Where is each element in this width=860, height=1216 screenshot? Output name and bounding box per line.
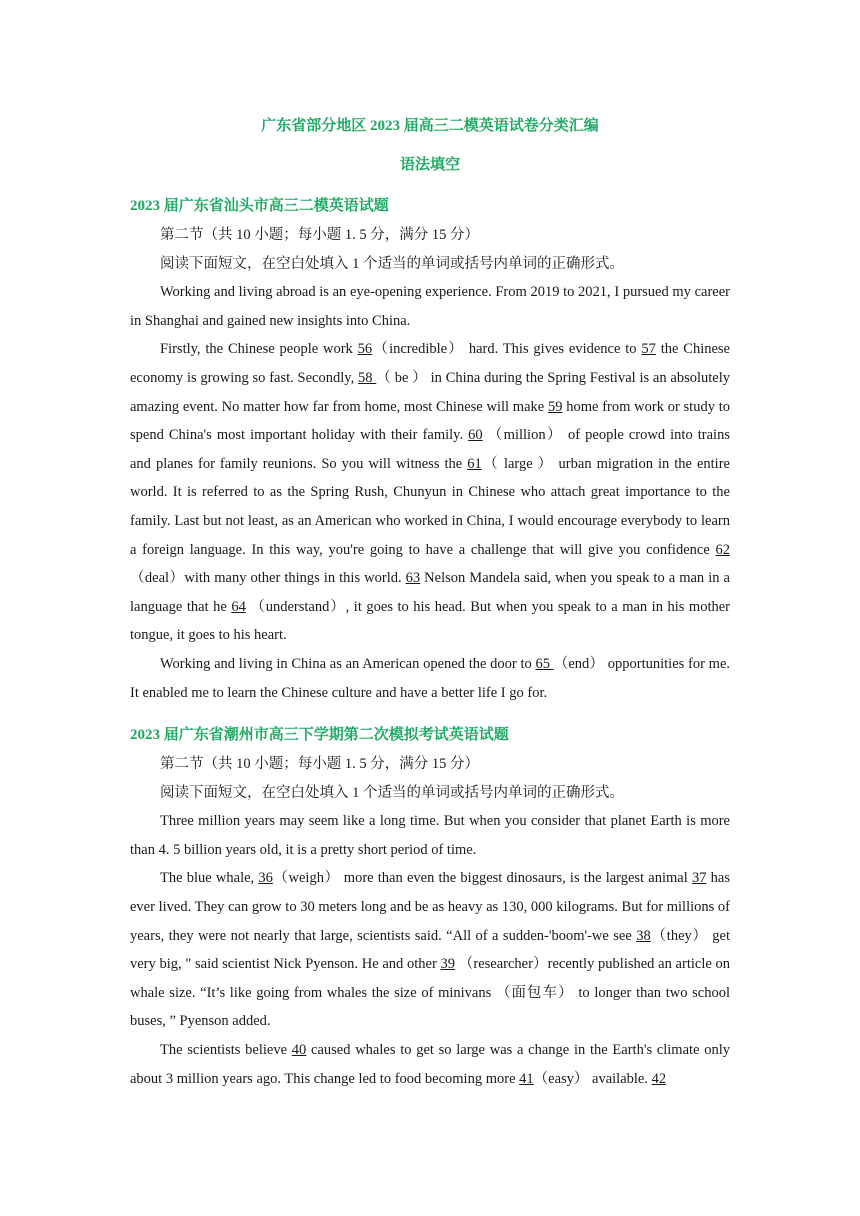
answer-blank[interactable]: 62 [715, 541, 730, 558]
answer-blank[interactable]: 58 [357, 369, 377, 386]
passage-text: （easy） available. [533, 1070, 652, 1087]
answer-blank[interactable]: 61 [467, 455, 482, 472]
passage-text: home from work or study to spend China's most important holiday with their family. [130, 398, 730, 444]
answer-blank[interactable]: 39 [440, 956, 456, 973]
section-instruction: 阅读下面短文，在空白处填入 1 个适当的单词或括号内单词的正确形式。 [160, 255, 624, 272]
answer-blank[interactable]: 36 [258, 870, 273, 887]
section-heading: 2023 届广东省汕头市高三二模英语试题 [130, 198, 389, 214]
exam-section [130, 723, 730, 1093]
passage-text: （ be ） in China during the Spring Festival is an absolutely amazing event. No matter how far from home, most Chinese will make [130, 369, 730, 415]
answer-blank[interactable]: 64 [231, 598, 246, 615]
passage-text: （understand）, it goes to his head. But when you speak to a man in his mother tongue, it goes to his heart. [130, 598, 730, 644]
passage-text: Nelson Mandela said, when you speak to a man in a language that he [130, 570, 730, 615]
answer-blank[interactable]: 41 [519, 1070, 534, 1087]
answer-blank[interactable]: 56 [357, 341, 373, 358]
answer-blank[interactable]: 38 [636, 927, 651, 944]
section-instruction: 阅读下面短文，在空白处填入 1 个适当的单词或括号内单词的正确形式。 [160, 784, 624, 801]
passage-text: （end） opportunities for me. It enabled me to learn the Chinese culture and have a better life I go for. [130, 655, 731, 701]
answer-blank[interactable]: 59 [547, 398, 563, 415]
answer-blank[interactable]: 57 [641, 341, 656, 358]
passage-text: has ever lived. They can grow to 30 meters long and be as heavy as 130, 000 kilograms. But for millions of years, they were not nearly that large, scientists said. “All of a sudden-'boom'-we see [130, 870, 730, 944]
passage-text: the Chinese economy is growing so fast. Secondly, [130, 341, 730, 386]
answer-blank[interactable]: 65 [535, 655, 554, 672]
passage-text: （researcher）recently published an article on whale size. “It’s like going from whales the size of minivans （面包车） to longer than two school buses, ” Pyenson added. [130, 956, 731, 1030]
document-title: 广东省部分地区 2023 届高三二模英语试卷分类汇编 [261, 118, 599, 134]
answer-blank[interactable]: 60 [468, 427, 483, 444]
passage-text: Working and living abroad is an eye-opening experience. From 2019 to 2021, I pursued my career in Shanghai and gained new insights into China. [130, 284, 730, 329]
passage-text: （weigh） more than even the biggest dinosaurs, is the largest animal [272, 870, 692, 887]
passage-text: The scientists believe [160, 1041, 292, 1058]
document-content [130, 114, 731, 1087]
section-meta: 第二节（共 10 小题；每小题 1. 5 分，满分 15 分） [160, 227, 479, 243]
exam-section [130, 194, 730, 707]
passage-text: （they） get very big, " said scientist Nick Pyenson. He and other [130, 927, 730, 973]
answer-blank[interactable]: 37 [691, 870, 707, 887]
passage-paragraph [130, 864, 730, 1036]
answer-blank[interactable]: 42 [651, 1070, 667, 1087]
section-meta: 第二节（共 10 小题；每小题 1. 5 分，满分 15 分） [160, 756, 479, 772]
passage-paragraph [130, 650, 730, 707]
passage-paragraph [130, 807, 730, 864]
passage-text: caused whales to get so large was a change in the Earth's climate only about 3 million years ago. This change led to food becoming more [130, 1041, 730, 1087]
section-heading: 2023 届广东省潮州市高三下学期第二次模拟考试英语试题 [130, 727, 509, 743]
passage-text: The blue whale, [160, 870, 259, 887]
passage-text: （incredible） hard. This gives evidence to [372, 341, 642, 358]
answer-blank[interactable]: 63 [405, 570, 421, 587]
document-subtitle: 语法填空 [399, 157, 460, 173]
passage-paragraph [130, 335, 730, 650]
passage-paragraph [130, 1036, 730, 1093]
passage-text: （million） of people crowd into trains and planes for family reunions. So you will witness the [130, 427, 730, 472]
answer-blank[interactable]: 40 [291, 1041, 307, 1058]
passage-text: （deal）with many other things in this world. [130, 570, 406, 587]
passage-text: Working and living in China as an American opened the door to [160, 655, 536, 672]
passage-paragraph [130, 278, 730, 335]
passage-text: Firstly, the Chinese people work [160, 341, 358, 358]
passage-text: Three million years may seem like a long time. But when you consider that planet Earth is more than 4. 5 billion years old, it is a pretty short period of time. [130, 813, 730, 858]
passage-text: （ large ） urban migration in the entire world. It is referred to as the Spring Rush, Chunyun in Chinese who attach great importance to the family. Last but not least, as an American who worked in China, I would encourage everybody to learn a foreign language. In this way, you're going to have a challenge that will give you confidence [130, 455, 730, 558]
